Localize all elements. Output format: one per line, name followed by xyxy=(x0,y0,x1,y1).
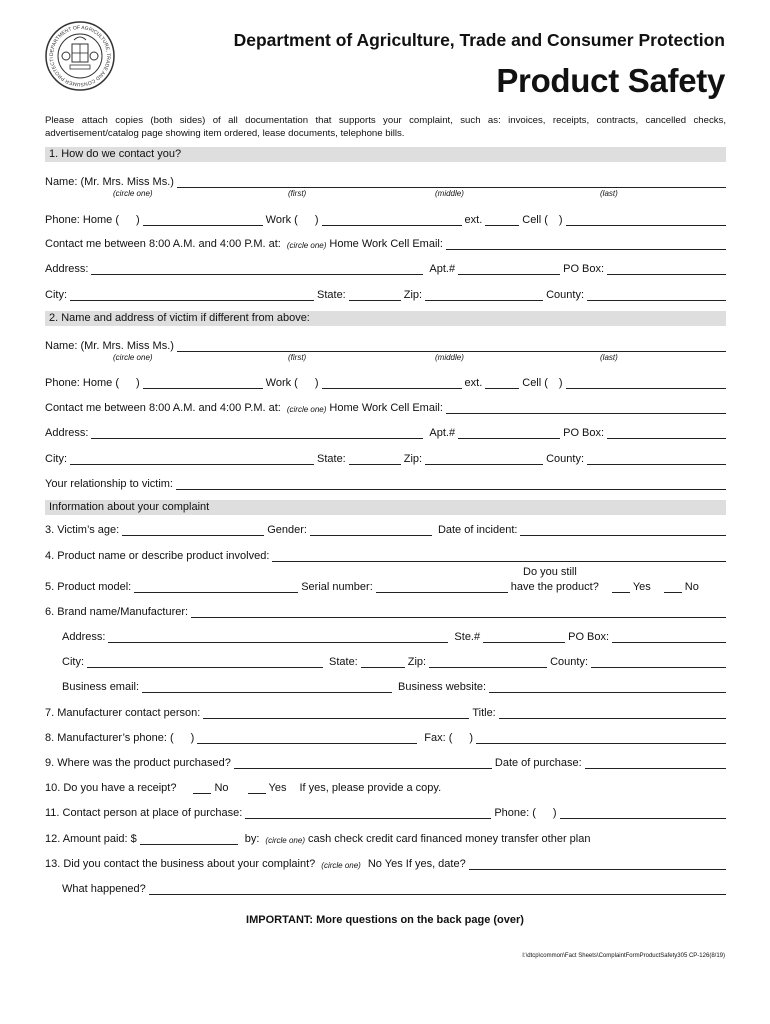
victim-phone-row xyxy=(45,373,726,389)
receipt-label: 10. Do you have a receipt? xyxy=(45,782,177,794)
manufacturer-phone-field[interactable] xyxy=(197,731,417,744)
apt-label: Apt.# xyxy=(429,263,456,275)
date-of-incident-field[interactable] xyxy=(520,523,726,536)
still-have-line1 xyxy=(523,562,723,578)
circle-one-caption: (circle one) xyxy=(113,353,153,362)
m-zip-field[interactable] xyxy=(429,655,547,668)
q5-row xyxy=(45,577,726,593)
agency-name: Department of Agriculture, Trade and Consumer Protection xyxy=(233,30,725,50)
date-of-purchase-field[interactable] xyxy=(585,756,726,769)
circle-one-note: (circle one) xyxy=(321,861,361,870)
manufacturer-phone-label: 8. Manufacturer’s phone: ( xyxy=(45,732,174,744)
name-label: Name: (Mr. Mrs. Miss Ms.) xyxy=(45,176,174,188)
circle-one-note: (circle one) xyxy=(286,405,327,414)
contacted-options[interactable]: No Yes If yes, date? xyxy=(367,858,466,870)
apt-label: Apt.# xyxy=(429,427,456,439)
what-happened-label: What happened? xyxy=(62,883,146,895)
zip-label: Zip: xyxy=(403,289,423,301)
fax-field[interactable] xyxy=(476,731,726,744)
victim-name-row xyxy=(45,336,726,352)
purchase-contact-label: 11. Contact person at place of purchase: xyxy=(45,807,243,819)
q9-row xyxy=(45,753,726,769)
m-zip-label: Zip: xyxy=(407,656,427,668)
where-purchased-label: 9. Where was the product purchased? xyxy=(45,757,231,769)
state-seal-logo xyxy=(44,20,116,92)
circle-one-note: (circle one) xyxy=(286,241,327,250)
m-city-label: City: xyxy=(62,656,84,668)
circle-one-note: (circle one) xyxy=(265,836,305,845)
work-label: Work ( xyxy=(265,214,298,226)
relationship-label: Your relationship to victim: xyxy=(45,478,173,490)
victim-cell-phone-field[interactable] xyxy=(566,376,726,389)
purchase-contact-field[interactable] xyxy=(245,806,491,819)
phone-home-label: Phone: Home ( xyxy=(45,214,119,226)
victim-city-row xyxy=(45,449,726,465)
po-box-label: PO Box: xyxy=(563,427,605,439)
important-note: IMPORTANT: More questions on the back page (over) xyxy=(246,914,524,926)
section-1-header: 1. How do we contact you? xyxy=(45,147,726,162)
product-model-label: 5. Product model: xyxy=(45,581,132,593)
product-name-label: 4. Product name or describe product involved: xyxy=(45,550,270,562)
receipt-no-label: No xyxy=(214,782,229,794)
first-caption: (first) xyxy=(288,353,307,362)
victim-work-phone-field[interactable] xyxy=(322,376,462,389)
business-website-label: Business website: xyxy=(398,681,487,693)
receipt-yes-checkbox[interactable] xyxy=(248,781,266,794)
home-phone-field[interactable] xyxy=(143,213,263,226)
victim-name-field[interactable] xyxy=(177,339,726,352)
serial-number-field[interactable] xyxy=(376,580,508,593)
po-box-label: PO Box: xyxy=(563,263,605,275)
contact-name-row xyxy=(45,172,726,188)
victim-email-field[interactable] xyxy=(446,401,726,414)
what-happened-row xyxy=(62,879,726,895)
manufacturer-contact-label: 7. Manufacturer contact person: xyxy=(45,707,201,719)
name-label: Name: (Mr. Mrs. Miss Ms.) xyxy=(45,340,174,352)
paren: ) xyxy=(552,807,557,819)
ext-label: ext. xyxy=(464,377,483,389)
contact-options[interactable]: Home Work Cell Email: xyxy=(329,402,443,414)
contacted-business-label: 13. Did you contact the business about your complaint? xyxy=(45,858,316,870)
phone-home-label: Phone: Home ( xyxy=(45,377,119,389)
age-label: 3. Victim’s age: xyxy=(45,524,120,536)
contact-name-field[interactable] xyxy=(177,175,726,188)
purchase-phone-field[interactable] xyxy=(560,806,726,819)
county-label: County: xyxy=(546,289,585,301)
paren: ) xyxy=(558,377,563,389)
svg-text:DEPARTMENT OF AGRICULTURE, TRA: DEPARTMENT OF AGRICULTURE, TRADE AND CONSUMER PROTECTI xyxy=(48,24,112,88)
work-phone-field[interactable] xyxy=(322,213,462,226)
m-county-label: County: xyxy=(550,656,589,668)
no-label: No xyxy=(684,581,699,593)
brand-field[interactable] xyxy=(191,605,726,618)
contact-between-label: Contact me between 8:00 A.M. and 4:00 P.M. at: xyxy=(45,238,281,250)
m-po-box-field[interactable] xyxy=(612,630,726,643)
title-label: Title: xyxy=(472,707,496,719)
victim-home-phone-field[interactable] xyxy=(143,376,263,389)
section-3-header: Information about your complaint xyxy=(45,500,726,515)
date-of-incident-label: Date of incident: xyxy=(437,524,518,536)
m-po-box-label: PO Box: xyxy=(568,631,610,643)
q6-row xyxy=(45,602,726,618)
relationship-field[interactable] xyxy=(176,477,726,490)
middle-caption: (middle) xyxy=(435,189,464,198)
paren: ) xyxy=(135,214,140,226)
receipt-yes-label: Yes xyxy=(268,782,287,794)
first-caption: (first) xyxy=(288,189,307,198)
title-field[interactable] xyxy=(499,706,726,719)
zip-label: Zip: xyxy=(403,453,423,465)
paren: ) xyxy=(135,377,140,389)
by-label: by: xyxy=(244,833,260,845)
q3-row xyxy=(45,520,726,536)
m-city-field[interactable] xyxy=(87,655,323,668)
m-address-label: Address: xyxy=(62,631,106,643)
contact-between-label: Contact me between 8:00 A.M. and 4:00 P.M. at: xyxy=(45,402,281,414)
state-label: State: xyxy=(317,453,346,465)
receipt-note: If yes, please provide a copy. xyxy=(299,782,442,794)
product-name-field[interactable] xyxy=(272,549,726,562)
paren: ) xyxy=(314,214,319,226)
serial-number-label: Serial number: xyxy=(301,581,373,593)
have-product-label: have the product? xyxy=(510,581,599,593)
relationship-row xyxy=(45,474,726,490)
contact-city-row xyxy=(45,285,726,301)
contact-phone-row xyxy=(45,210,726,226)
ext-field[interactable] xyxy=(485,213,519,226)
q7-row xyxy=(45,703,726,719)
date-of-purchase-label: Date of purchase: xyxy=(494,757,582,769)
payment-options[interactable]: cash check credit card financed money transfer other plan xyxy=(308,833,591,845)
business-email-label: Business email: xyxy=(62,681,140,693)
q4-row xyxy=(45,546,726,562)
business-email-field[interactable] xyxy=(142,680,392,693)
victim-time-row xyxy=(45,398,726,414)
m-address-field[interactable] xyxy=(108,630,448,643)
age-field[interactable] xyxy=(122,523,264,536)
gender-field[interactable] xyxy=(310,523,432,536)
victim-county-field[interactable] xyxy=(587,452,726,465)
victim-ext-field[interactable] xyxy=(485,376,519,389)
city-label: City: xyxy=(45,453,67,465)
ste-label: Ste.# xyxy=(454,631,481,643)
gender-label: Gender: xyxy=(267,524,307,536)
address-label: Address: xyxy=(45,263,89,275)
city-field[interactable] xyxy=(70,288,314,301)
manufacturer-city-row xyxy=(62,652,726,668)
ext-label: ext. xyxy=(464,214,483,226)
yes-checkbox[interactable] xyxy=(612,580,630,593)
victim-zip-field[interactable] xyxy=(425,452,543,465)
contact-time-row xyxy=(45,234,726,250)
cell-label: Cell ( xyxy=(522,377,548,389)
contacted-date-field[interactable] xyxy=(469,857,726,870)
no-checkbox[interactable] xyxy=(664,580,682,593)
section-2-header: 2. Name and address of victim if different from above: xyxy=(45,311,726,326)
what-happened-field[interactable] xyxy=(149,882,726,895)
paren: ) xyxy=(558,214,563,226)
brand-label: 6. Brand name/Manufacturer: xyxy=(45,606,189,618)
footer-path: I:\dtcp\common\Fact Sheets\ComplaintFormProductSafety305 CP-126(8/19) xyxy=(522,953,725,959)
work-label: Work ( xyxy=(265,377,298,389)
intro-text: Please attach copies (both sides) of all documentation that supports your complaint, such as: invoices, receipts, contracts, cancelled checks, advertisement/catalog page showing item ordered, lease documents, telephone bills. xyxy=(45,115,726,139)
manufacturer-web-row xyxy=(62,677,726,693)
q13-row xyxy=(45,854,726,870)
manufacturer-contact-field[interactable] xyxy=(203,706,469,719)
receipt-no-checkbox[interactable] xyxy=(193,781,211,794)
county-field[interactable] xyxy=(587,288,726,301)
amount-paid-label: 12. Amount paid: $ xyxy=(45,833,137,845)
paren: ) xyxy=(190,732,195,744)
state-field[interactable] xyxy=(349,288,401,301)
victim-city-field[interactable] xyxy=(70,452,314,465)
cell-label: Cell ( xyxy=(522,214,548,226)
name-subscripts xyxy=(45,189,726,200)
address-label: Address: xyxy=(45,427,89,439)
address-field[interactable] xyxy=(91,262,423,275)
county-label: County: xyxy=(546,453,585,465)
q8-row xyxy=(45,728,726,744)
form-title: Product Safety xyxy=(496,62,725,99)
where-purchased-field[interactable] xyxy=(234,756,492,769)
q11-row xyxy=(45,803,726,819)
circle-one-caption: (circle one) xyxy=(113,189,153,198)
cell-phone-field[interactable] xyxy=(566,213,726,226)
victim-name-subscripts xyxy=(45,353,726,364)
contact-address-row xyxy=(45,259,726,275)
business-website-field[interactable] xyxy=(489,680,726,693)
victim-po-box-field[interactable] xyxy=(607,426,726,439)
email-field[interactable] xyxy=(446,237,726,250)
m-state-field[interactable] xyxy=(361,655,405,668)
paren: ) xyxy=(469,732,474,744)
m-state-label: State: xyxy=(329,656,358,668)
q12-row xyxy=(45,829,726,845)
city-label: City: xyxy=(45,289,67,301)
ste-field[interactable] xyxy=(483,630,565,643)
product-model-field[interactable] xyxy=(134,580,298,593)
victim-address-field[interactable] xyxy=(91,426,423,439)
yes-label: Yes xyxy=(632,581,651,593)
middle-caption: (middle) xyxy=(435,353,464,362)
apt-field[interactable] xyxy=(458,262,560,275)
state-label: State: xyxy=(317,289,346,301)
contact-options[interactable]: Home Work Cell Email: xyxy=(329,238,443,250)
victim-address-row xyxy=(45,423,726,439)
zip-field[interactable] xyxy=(425,288,543,301)
still-have-label: Do you still xyxy=(523,566,577,578)
po-box-field[interactable] xyxy=(607,262,726,275)
m-county-field[interactable] xyxy=(591,655,726,668)
victim-apt-field[interactable] xyxy=(458,426,560,439)
fax-label: Fax: ( xyxy=(424,732,453,744)
manufacturer-address-row xyxy=(62,627,726,643)
last-caption: (last) xyxy=(600,189,618,198)
paren: ) xyxy=(314,377,319,389)
last-caption: (last) xyxy=(600,353,618,362)
purchase-phone-label: Phone: ( xyxy=(494,807,536,819)
victim-state-field[interactable] xyxy=(349,452,401,465)
q10-row xyxy=(45,778,726,794)
amount-paid-field[interactable] xyxy=(140,832,238,845)
